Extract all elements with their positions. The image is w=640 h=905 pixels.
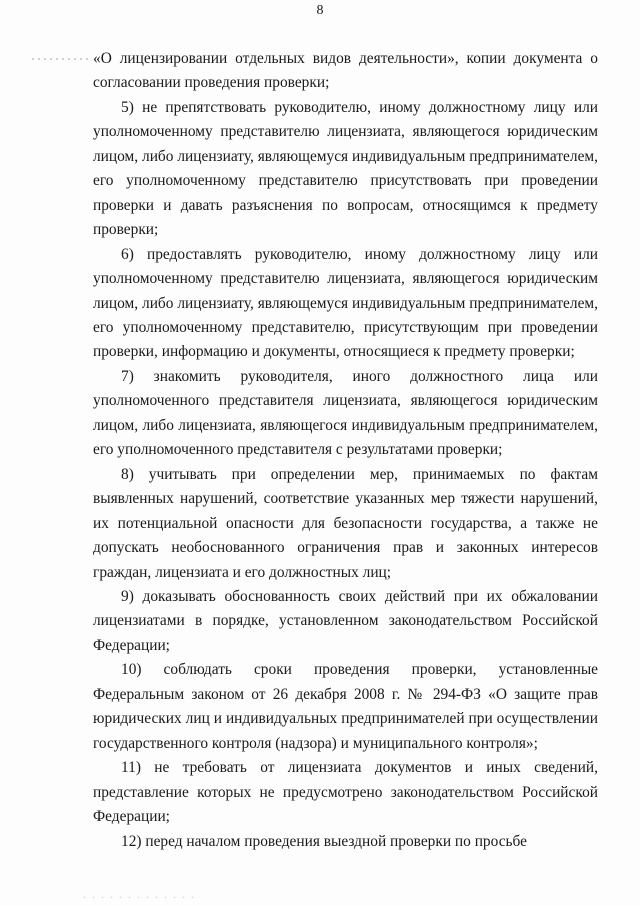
list-item-10: 10) соблюдать сроки проведения проверки, установленные Федеральным законом от 26 декабря 2008 г. № 294-ФЗ «О защите прав юридических лиц и индивидуальных предпринимателей при осуществлении государственного контроля (надзора) и муниципального контроля»; xyxy=(93,661,598,752)
list-item-12: 12) перед началом проведения выездной проверки по просьбе xyxy=(121,832,528,850)
page-number: 8 xyxy=(316,3,324,18)
list-item-7: 7) знакомить руководителя, иного должностного лица или уполномоченного представителя лицензиата, являющегося юридическим лицом, либо лицензиата, являющегося индивидуальным предпринимателем, его уполномоченного представителя с результатами проверки; xyxy=(93,367,598,459)
scan-artifact xyxy=(30,56,92,62)
list-item-8: 8) учитывать при определении мер, принимаемых по фактам выявленных нарушений, соответствие указанных мер тяжести нарушений, их потенциальной опасности для безопасности государства, а также не допускать необоснованного ограничения прав и законных интересов граждан, лицензиата и его должностных лиц; xyxy=(93,465,598,581)
list-item-6: 6) предоставлять руководителю, иному должностному лицу или уполномоченному представителю лицензиата, являющегося юридическим лицом, либо лицензиату, являющемуся индивидуальным предпринимателем, его уполномоченному представителю, присутствующим при проведении проверки, информацию и документы, относящиеся к предмету проверки; xyxy=(93,245,598,361)
list-item-5: 5) не препятствовать руководителю, иному должностному лицу или уполномоченному представителю лицензиата, являющегося юридическим лицом, либо лицензиату, являющемуся индивидуальным предпринимателем, его уполномоченному представителю присутствовать при проведении проверки и давать разъяснения по вопросам, относящимся к предмету проверки; xyxy=(93,98,598,239)
list-item-9: 9) доказывать обоснованность своих действий при их обжаловании лицензиатами в порядке, установленном законодательством Российской Федерации; xyxy=(93,587,598,654)
scan-artifact xyxy=(80,896,200,899)
list-item-11: 11) не требовать от лицензиата документов и иных сведений, представление которых не предусмотрено законодательством Российской Федерации; xyxy=(93,759,598,826)
paragraph-continuation: «О лицензировании отдельных видов деятельности», копии документа о согласовании проведения проверки; xyxy=(93,50,598,92)
document-body xyxy=(93,47,598,854)
